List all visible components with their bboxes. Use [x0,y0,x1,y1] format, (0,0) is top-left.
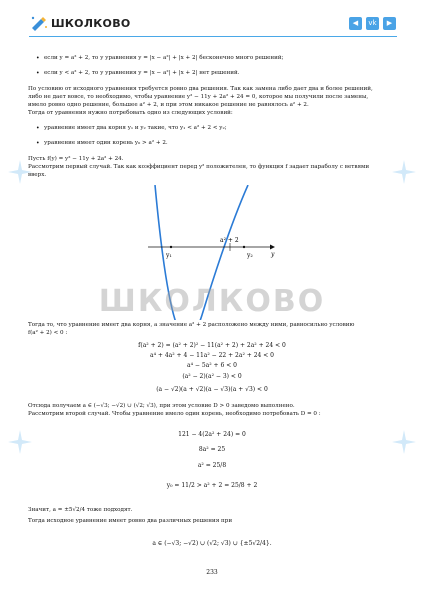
telegram-icon[interactable]: ◀ [349,17,362,30]
paragraph-line: f(a² + 2) < 0 : [28,330,68,336]
answer-equation: a ∈ (−√3; −√2) ∪ (√2; √3) ∪ {±5√2/4}. [152,540,272,547]
bullet-text: уравнение имеет один корень y₀ > a² + 2. [44,140,168,146]
equation-line: f(a² + 2) = (a² + 2)² − 11(a² + 2) + 2a² + 24 < 0 [138,342,286,349]
paragraph-line: Тогда исходное уравнение имеет ровно два различных решения при [28,518,233,524]
page-number: 233 [206,569,218,576]
paragraph-line: Рассмотрим первый случай. Так как коэффициент перед y² положителен, то функция f задает параболу с ветвями [28,164,370,170]
equation-line: a² = 25/8 [197,462,227,469]
paragraph-line: имело ровно одно решение, большее a² + 2, и при этом никакое решение не равнялось a² + 2. [28,102,309,108]
paragraph-line: Рассмотрим второй случай. Чтобы уравнение имело один корень, необходимо потребовать D = 0 : [28,411,321,417]
equation-line: a⁴ + 4a² + 4 − 11a² − 22 + 2a² + 24 < 0 [150,352,274,359]
paragraph-line: Пусть f(y) = y² − 11y + 2a² + 24. [28,156,124,162]
root2-point [243,246,245,248]
axis-arrow-icon [270,245,275,250]
decor-star-icon [392,160,416,184]
paragraph-line: либо не дает вовсе, то необходимо, чтобы уравнение y² − 11y + 2a² + 24 = 0, которое мы получили после замены, [28,94,369,100]
paragraph-line: вверх. [28,172,47,178]
bullet-dot: • [36,140,40,147]
equation-line: 8a² = 25 [198,446,226,453]
root1-point [170,246,172,248]
axis-label: y [271,251,275,258]
watermark: ШКОЛКОВО [98,284,326,319]
equation-line: a⁴ − 5a² + 6 < 0 [187,362,237,369]
bullet-dot: • [36,70,40,77]
vk-icon[interactable]: vk [366,17,379,30]
school-logo-icon [29,14,49,32]
root1-label: y₁ [166,252,172,259]
paragraph-line: Значит, a = ±5√2/4 тоже подходят. [28,507,133,513]
equation-line: y₀ = 11/2 > a² + 2 = 25/8 + 2 [166,482,258,489]
equation-line: (a² − 2)(a² − 3) < 0 [182,373,242,380]
mark-label: a² + 2 [220,237,239,244]
equation-line: 121 − 4(2a² + 24) = 0 [178,431,246,438]
bullet-text: если y = a² + 2, то у уравнения y = |x − a²| + |x + 2| бесконечно много решений; [44,55,284,61]
paragraph-line: Отсюда получаем a ∈ (−√3; −√2) ∪ (√2; √3), при этом условие D > 0 заведомо выполнено. [28,403,295,409]
header-divider [29,36,397,37]
paragraph-line: Тогда то, что уравнение имеет два корня, а значение a² + 2 расположено между ними, равносильно условию [28,322,355,328]
equation-line: (a − √2)(a + √2)(a − √3)(a + √3) < 0 [156,386,268,393]
paragraph-line: По условию от исходного уравнения требуется ровно два решения. Так как замена либо дает два и более решений, [28,86,373,92]
root2-label: y₂ [247,252,253,259]
bullet-text: если y < a² + 2, то у уравнения y = |x − a²| + |x + 2| нет решений. [44,70,240,76]
paragraph-line: Тогда от уравнения нужно потребовать одно из следующих условий: [28,110,233,116]
brand-name: ШКОЛКОВО [51,17,131,30]
bullet-text: уравнение имеет два корня y₁ и y₂ такие, что y₁ < a² + 2 < y₂; [44,125,227,131]
youtube-icon[interactable]: ▶ [383,17,396,30]
bullet-dot: • [36,55,40,62]
bullet-dot: • [36,125,40,132]
page-header [0,0,424,38]
